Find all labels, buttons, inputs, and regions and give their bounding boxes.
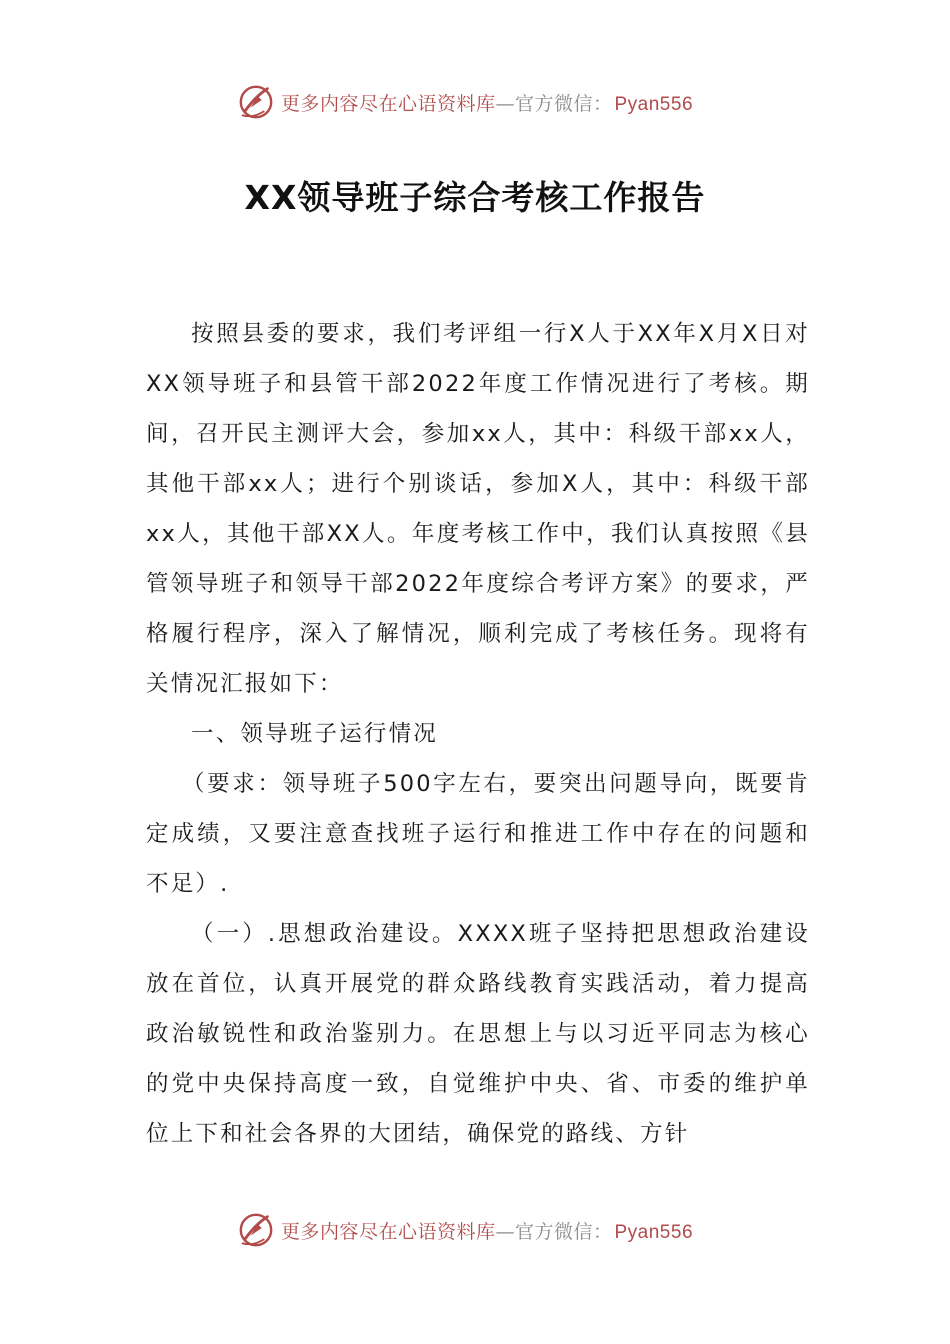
watermark-label: 官方微信： [514, 1220, 613, 1243]
watermark-dash: — [495, 1220, 515, 1243]
watermark-wechat-id: Pyan556 [614, 1221, 694, 1243]
pen-nib-circle-icon [237, 1211, 275, 1249]
document-title: XX领导班子综合考核工作报告 [244, 178, 706, 217]
watermark-wechat-id: Pyan556 [614, 93, 694, 115]
header-watermark [0, 80, 950, 124]
section-heading-1: 一、领导班子运行情况 [191, 721, 439, 747]
pen-nib-circle-icon [237, 83, 275, 121]
paragraph-intro: 按照县委的要求，我们考评组一行X人于XX年X月X日对XX领导班子和县管干部2022年度工作情况进行了考核。期间，召开民主测评大会，参加xx人，其中：科级干部xx人，其他干部xx人；进行个别谈话，参加X人，其中：科级干部xx人，其他干部XX人。年度考核工作中，我们认真按照《县管领导班子和领导干部2022年度综合考评方案》的要求，严格履行程序，深入了解情况，顺利完成了考核任务。现将有关情况汇报如下： [146, 321, 810, 697]
watermark-text [281, 89, 693, 116]
watermark-text [281, 1217, 693, 1244]
paragraph-requirement-note: （要求：领导班子500字左右，要突出问题导向，既要肯定成绩，又要注意查找班子运行和推进工作中存在的问题和不足）. [146, 771, 810, 897]
document-body [146, 309, 810, 1159]
watermark-inner [237, 1211, 693, 1249]
watermark-inner [237, 83, 693, 121]
footer-watermark [0, 1208, 950, 1252]
watermark-dash: — [495, 92, 515, 115]
watermark-main: 更多内容尽在心语资料库 [280, 92, 496, 115]
paragraph-political-building: （一）.思想政治建设。XXXX班子坚持把思想政治建设放在首位，认真开展党的群众路线教育实践活动，着力提高政治敏锐性和政治鉴别力。在思想上与以习近平同志为核心的党中央保持高度一致，自觉维护中央、省、市委的维护单位上下和社会各界的大团结，确保党的路线、方针 [146, 921, 810, 1147]
watermark-label: 官方微信： [514, 92, 613, 115]
watermark-main: 更多内容尽在心语资料库 [280, 1220, 496, 1243]
